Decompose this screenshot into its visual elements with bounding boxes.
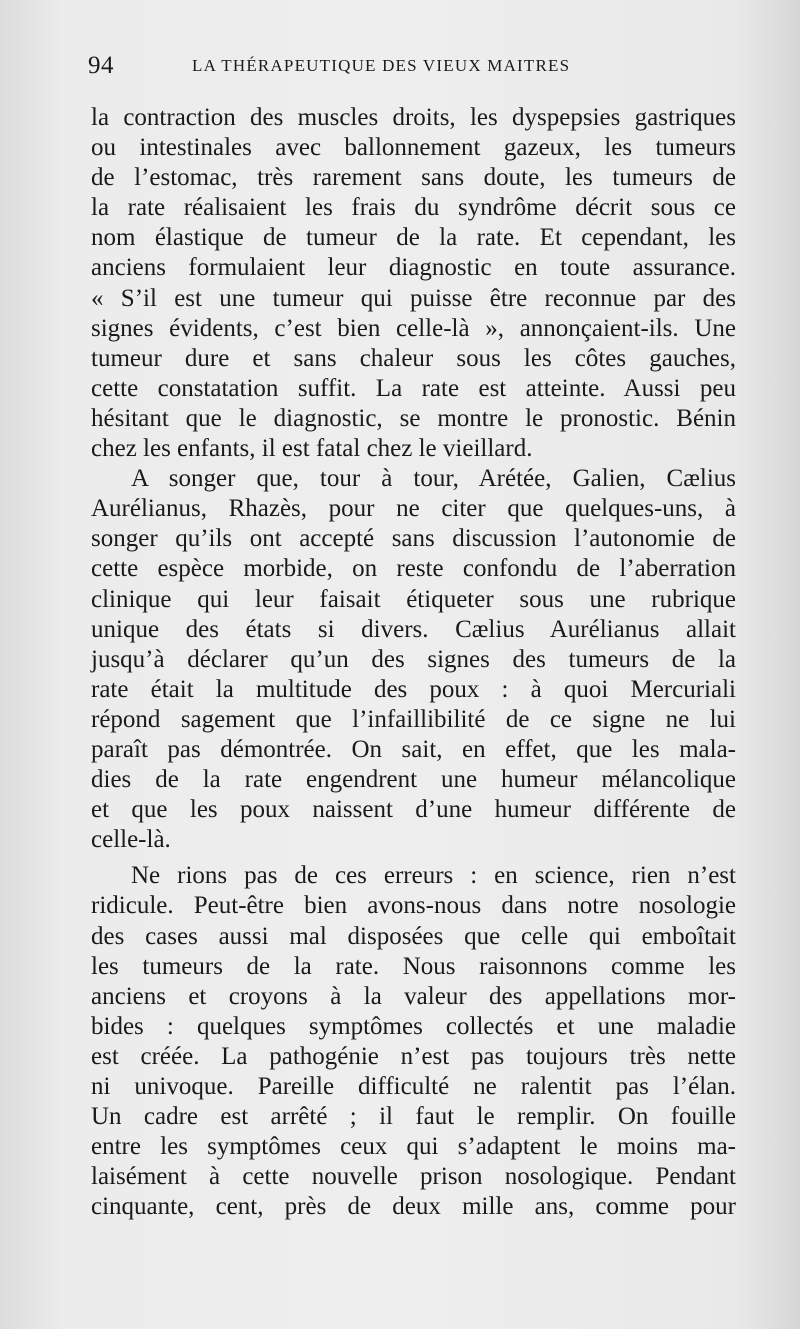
text-line: tumeur dure et sans chaleur sous les côtes gauches, [91,344,736,372]
text-line: répond sagement que l’infaillibilité de ce signe ne lui [91,705,736,733]
text-line: chez les enfants, il est fatal chez le vieillard. [91,435,533,463]
text-line: la rate réalisaient les frais du syndrôme décrit sous ce [91,194,736,222]
text-line: de l’estomac, très rarement sans doute, les tumeurs de [91,164,736,192]
text-line: les tumeurs de la rate. Nous raisonnons comme les [91,952,736,980]
text-line: dies de la rate engendrent une humeur mélancolique [91,766,736,794]
text-line: nom élastique de tumeur de la rate. Et cependant, les [91,224,736,252]
text-line: anciens formulaient leur diagnostic en toute assurance. [91,254,736,282]
text-line: clinique qui leur faisait étiqueter sous une rubrique [91,585,736,613]
text-line: Un cadre est arrêté ; il faut le remplir. On fouille [91,1103,736,1131]
text-line: Aurélianus, Rhazès, pour ne citer que quelques-uns, à [91,495,736,523]
text-line: cette espèce morbide, on reste confondu de l’aberration [91,555,736,583]
text-line: Ne rions pas de ces erreurs : en science, rien n’est [131,862,736,890]
text-line: des cases aussi mal disposées que celle qui emboîtait [91,922,736,950]
text-line: cinquante, cent, près de deux mille ans, comme pour [91,1193,736,1221]
text-line: et que les poux naissent d’une humeur différente de [91,796,736,824]
paragraph [91,861,736,1222]
text-line: entre les symptômes ceux qui s’adaptent le moins ma- [91,1133,736,1161]
running-title: LA THÉRAPEUTIQUE DES VIEUX MAITRES [192,56,571,75]
text-line: bides : quelques symptômes collectés et une maladie [91,1012,736,1040]
text-line: laisément à cette nouvelle prison nosologique. Pendant [91,1163,736,1191]
text-line: rate était la multitude des poux : à quoi Mercuriali [91,675,736,703]
text-line: la contraction des muscles droits, les dyspepsies gastriques [91,104,736,131]
text-line: hésitant que le diagnostic, se montre le pronostic. Bénin [91,404,736,432]
text-line: songer qu’ils ont accepté sans discussion l’autonomie de [91,525,736,553]
text-line: jusqu’à déclarer qu’un des signes des tumeurs de la [91,645,736,673]
text-line: anciens et croyons à la valeur des appellations mor- [91,982,736,1010]
text-line: A songer que, tour à tour, Arétée, Galien, Cælius [131,465,736,493]
page-number: 94 [88,52,114,79]
paragraph [91,103,736,464]
text-line: ou intestinales avec ballonnement gazeux, les tumeurs [91,134,736,162]
text-line: paraît pas démontrée. On sait, en effet, que les mala- [91,735,736,763]
page-header [88,52,728,88]
text-line: est créée. La pathogénie n’est pas toujours très nette [91,1042,736,1070]
text-line: « S’il est une tumeur qui puisse être reconnue par des [91,284,736,312]
text-line: ridicule. Peut-être bien avons-nous dans notre nosologie [91,892,736,920]
text-line: unique des états si divers. Cælius Aurélianus allait [91,615,736,643]
text-line: ni univoque. Pareille difficulté ne ralentit pas l’élan. [91,1073,736,1100]
text-line: celle-là. [91,826,171,854]
paragraph [91,464,736,855]
text-line: signes évidents, c’est bien celle-là », annonçaient-ils. Une [91,314,736,342]
text-line: cette constatation suffit. La rate est atteinte. Aussi peu [91,374,736,402]
body-text [91,103,736,1222]
